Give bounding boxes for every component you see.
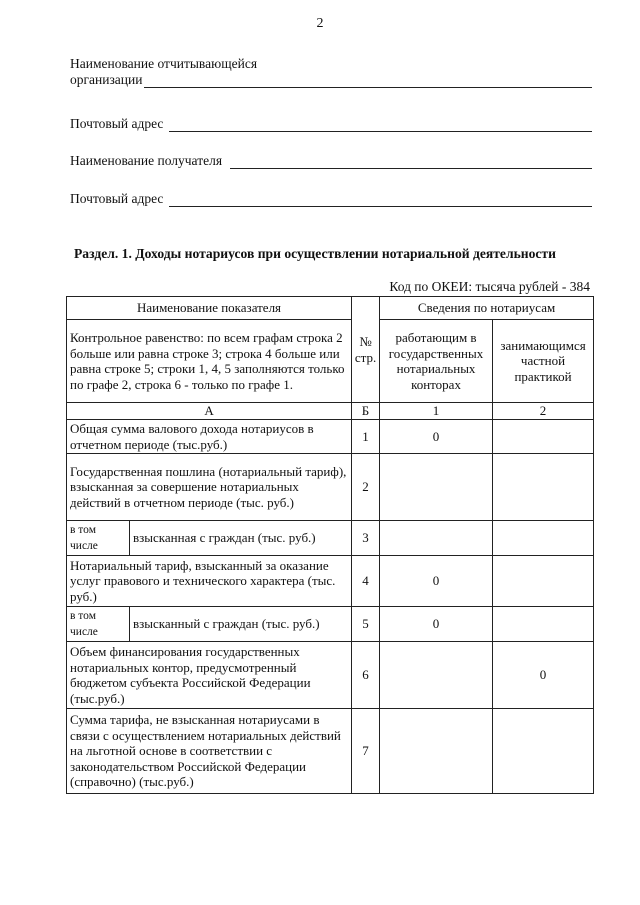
table-row [67, 556, 594, 607]
state-notary-value[interactable]: 0 [380, 556, 493, 607]
recipient-name-field[interactable] [70, 153, 592, 169]
code-cell-1: 1 [380, 403, 493, 420]
recipient-postal-address-input[interactable] [169, 194, 592, 207]
row-name: Нотариальный тариф, взысканный за оказание услуг правового и технического характера (тыс. руб.) [67, 556, 352, 607]
okei-code: Код по ОКЕИ: тысяча рублей - 384 [389, 279, 590, 294]
notary-info-header: Сведения по нотариусам [380, 297, 594, 320]
recipient-postal-address-field[interactable] [70, 191, 592, 207]
reporting-organization-input[interactable] [144, 75, 592, 88]
table-row [67, 642, 594, 709]
row-number: 7 [352, 709, 380, 794]
private-notary-value[interactable] [493, 521, 594, 556]
section-title: Раздел. 1. Доходы нотариусов при осуществлении нотариальной деятельности [74, 246, 556, 261]
reporting-organization-label: Наименование отчитывающейся [70, 56, 258, 71]
control-equality-note: Контрольное равенство: по всем графам строка 2 больше или равна строке 3; строка 4 больше или равна строке 5; строки 1, 4, 5 заполняются только по графе 2, строка 6 - только по графе 1. [67, 320, 352, 403]
notary-income-table [66, 296, 594, 794]
state-notary-value[interactable]: 0 [380, 420, 493, 454]
private-notary-value[interactable] [493, 709, 594, 794]
table-row [67, 420, 594, 454]
row-number: 4 [352, 556, 380, 607]
row-name: Сумма тарифа, не взысканная нотариусами в связи с осуществлением нотариальных действий на льготной основе в соответствии с законодательством Российской Федерации (справочно) (тыс.руб.) [67, 709, 352, 794]
sender-postal-address-label: Почтовый адрес [70, 116, 164, 131]
private-notary-value[interactable]: 0 [493, 642, 594, 709]
private-notary-value[interactable] [493, 454, 594, 521]
recipient-postal-address-label: Почтовый адрес [70, 191, 164, 206]
row-name: Объем финансирования государственных нотариальных контор, предусмотренный бюджетом субъекта Российской Федерации (тыс.руб.) [67, 642, 352, 709]
including-label: в том числе [67, 521, 130, 556]
row-number: 6 [352, 642, 380, 709]
private-notary-column-header: занимающимся частной практикой [493, 320, 594, 403]
code-cell-a: А [67, 403, 352, 420]
row-number: 5 [352, 607, 380, 642]
row-number: 2 [352, 454, 380, 521]
private-notary-value[interactable] [493, 607, 594, 642]
sender-postal-address-input[interactable] [169, 119, 592, 132]
private-notary-value[interactable] [493, 556, 594, 607]
table-row [67, 709, 594, 794]
sender-postal-address-field[interactable] [70, 116, 592, 132]
row-name: взысканный с граждан (тыс. руб.) [130, 607, 352, 642]
indicator-name-header: Наименование показателя [67, 297, 352, 320]
reporting-organization-label-cont: организации [70, 72, 143, 87]
row-name: Общая сумма валового дохода нотариусов в отчетном периоде (тыс.руб.) [67, 420, 352, 454]
state-notary-value[interactable]: 0 [380, 607, 493, 642]
reporting-organization-field[interactable] [70, 56, 592, 88]
state-notary-value[interactable] [380, 521, 493, 556]
row-name: взысканная с граждан (тыс. руб.) [130, 521, 352, 556]
row-number-header: № стр. [352, 297, 380, 403]
page-number: 2 [316, 16, 324, 31]
private-notary-value[interactable] [493, 420, 594, 454]
row-number: 1 [352, 420, 380, 454]
code-cell-2: 2 [493, 403, 594, 420]
state-notary-value[interactable] [380, 642, 493, 709]
state-notary-value[interactable] [380, 709, 493, 794]
recipient-name-label: Наименование получателя [70, 153, 223, 168]
state-notary-value[interactable] [380, 454, 493, 521]
table-row [67, 521, 594, 556]
table-row [67, 607, 594, 642]
row-name: Государственная пошлина (нотариальный тариф), взысканная за совершение нотариальных действий в отчетном периоде (тыс. руб.) [67, 454, 352, 521]
recipient-name-input[interactable] [230, 156, 592, 169]
code-cell-b: Б [352, 403, 380, 420]
state-notary-column-header: работающим в государственных нотариальных конторах [380, 320, 493, 403]
table-row [67, 454, 594, 521]
including-label: в том числе [67, 607, 130, 642]
row-number: 3 [352, 521, 380, 556]
